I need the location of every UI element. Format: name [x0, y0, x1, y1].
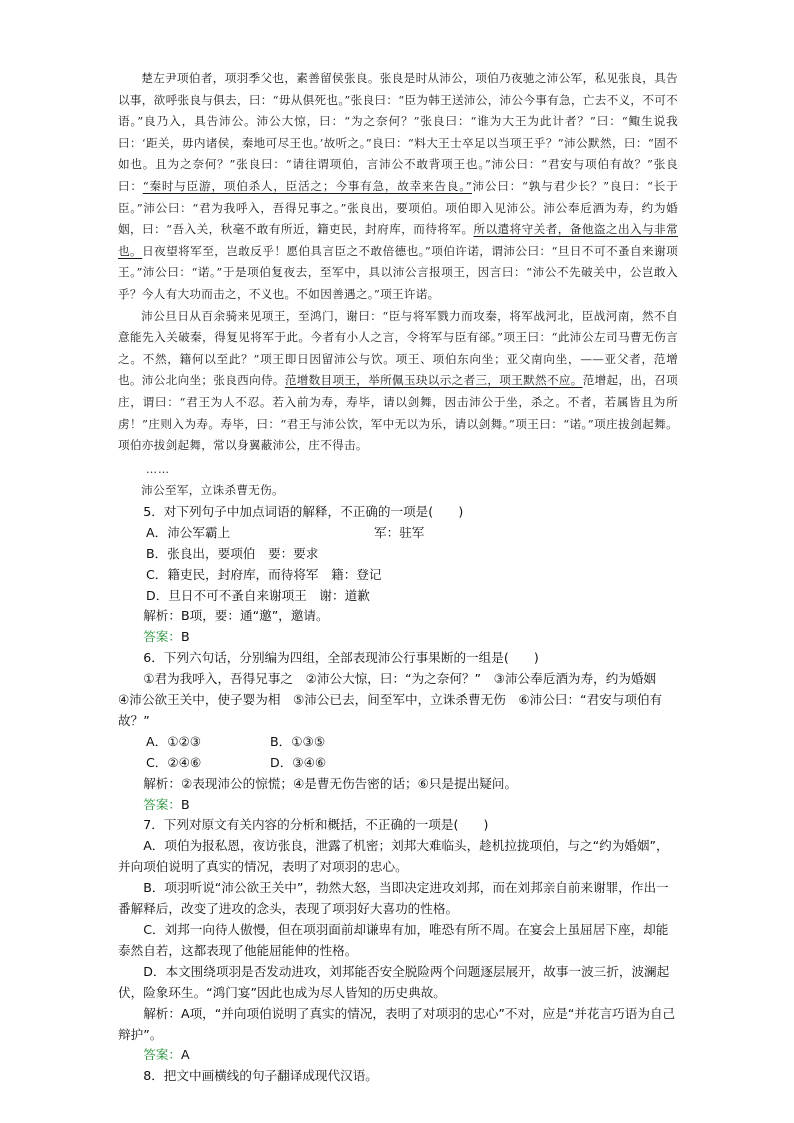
answer-value: B	[180, 629, 190, 645]
options-row-1	[118, 732, 678, 753]
option-b: B．①③⑤	[270, 733, 326, 749]
answer	[118, 627, 678, 648]
underlined-sentence-3: 范增数目项王，举所佩玉玦以示之者三，项王默然不应。	[284, 373, 583, 388]
option-text: A．沛公军霸上	[146, 524, 231, 540]
classical-passage	[118, 68, 678, 502]
option-c: C．②④⑥	[146, 754, 202, 770]
passage-text: 范增起，出，召项庄，谓曰：“君王为人不忍。若入前为寿，寿毕，请以剑舞，因击沛公于坐，杀之。不者，若属皆且为所虏！”庄则入为寿。寿毕，曰：“君王与沛公饮，军中无以为乐，请以剑舞。”项王曰：“诺。”项庄拔剑起舞。项伯亦拔剑起舞，常以身翼蔽沛公，庄不得击。	[118, 373, 678, 453]
analysis	[118, 774, 678, 795]
passage-paragraph-1	[118, 68, 678, 306]
question-stem: 8．把文中画横线的句子翻译成现代汉语。	[143, 1068, 378, 1084]
passage-text: 沛公旦日从百余骑来见项王，至鸿门，谢曰：“臣与将军戮力而攻秦，将军战河北，臣战河南，然不自意能先入关破秦，得复见将军于此。今者有小人之言，令将军与臣有郤。”项王曰：“此沛公左司马曹无伤言之。不然，籍何以至此？”项王即日因留沛公与饮。项王、项伯东向坐；亚父南向坐，——亚父者，范增也。沛公北向坐；张良西向侍。	[118, 308, 678, 388]
question-8	[118, 1066, 678, 1087]
analysis-text: B项，要：通“邀”，邀请。	[180, 608, 329, 624]
option-c: C．籍吏民，封府库，而待将军 籍：登记	[146, 566, 382, 582]
analysis-label: 解析：	[143, 775, 181, 791]
analysis	[118, 606, 678, 627]
answer-value: A	[180, 1047, 190, 1063]
answer-label: 答案：	[143, 629, 181, 645]
option-d: D．本文围绕项羽是否发动进攻，刘邦能否安全脱险两个问题逐层展开，故事一波三折，波澜起伏，险象环生。“鸿门宴”因此也成为尽人皆知的历史典故。	[118, 963, 670, 1000]
option-c: C．刘邦一向待人傲慢，但在项羽面前却谦卑有加，唯恐有所不周。在宴会上虽屈居下座，却能泰然自若，这都表现了他能屈能伸的性格。	[118, 922, 669, 958]
option-b: B．项羽听说“沛公欲王关中”，勃然大怒，当即决定进攻刘邦，而在刘邦亲自前来谢罪，作出一番解释后，改变了进攻的念头，表现了项羽好大喜功的性格。	[118, 880, 669, 917]
document-page	[118, 68, 678, 1087]
underlined-sentence-2: 所以遣将守关者，备他盗之出入与非常也。	[118, 222, 678, 258]
passage-text: 日夜望将军至，岂敢反乎！愿伯具言臣之不敢倍德也。”项伯许诺，谓沛公曰：“旦日不可不蚤自来谢项王。”沛公曰：“诺。”于是项伯复夜去，至军中，具以沛公言报项王，因言曰：“沛公不先破关中，公岂敢入乎？今人有大功而击之，不义也。不如因善遇之。”项王许诺。	[118, 243, 678, 301]
option-b: B．张良出，要项伯 要：要求	[146, 545, 319, 561]
analysis-text: ②表现沛公的惊慌；④是曹无伤告密的话；⑥只是提出疑问。	[180, 775, 518, 791]
options-row-2	[118, 753, 678, 774]
option-d: D．③④⑥	[270, 754, 327, 770]
passage-paragraph-3: 沛公至军，立诛杀曹无伤。	[141, 483, 284, 498]
option-a: A．项伯为报私恩，夜访张良，泄露了机密；刘邦大难临头，趁机拉拢项伯，与之“约为婚姻”，并向项伯说明了真实的情况，表明了对项羽的忠心。	[118, 838, 669, 875]
analysis-label: 解析：	[143, 608, 181, 624]
question-stem: 5．对下列句子中加点词语的解释，不正确的一项是( )	[143, 503, 464, 519]
analysis-text: A项，“并向项伯说明了真实的情况，表明了对项羽的忠心”不对，应是“并花言巧语为自己辩护”。	[118, 1005, 676, 1042]
option-a: A．①②③	[146, 733, 202, 749]
underlined-sentence-1: “秦时与臣游，项伯杀人，臣活之；今事有急，故幸来告良。”	[142, 178, 473, 193]
answer-label: 答案：	[143, 796, 181, 812]
question-6	[118, 648, 678, 815]
option-a	[118, 523, 678, 544]
question-stem: 6．下列六句话，分别编为四组，全部表现沛公行事果断的一组是( )	[143, 650, 539, 666]
question-7	[118, 815, 678, 1066]
question-stem: 7．下列对原文有关内容的分析和概括，不正确的一项是( )	[143, 817, 489, 833]
answer-value: B	[180, 796, 190, 812]
question-items: ①君为我呼入，吾得兄事之 ②沛公大惊，曰：“为之奈何？” ③沛公奉卮酒为寿，约为婚姻 ④沛公欲王关中，使子婴为相 ⑤沛公已去，间至军中，立诛杀曹无伤 ⑥沛公曰：“君安与项伯有故？”	[118, 671, 669, 728]
passage-paragraph-2	[118, 306, 678, 457]
option-d: D．旦日不可不蚤自来谢项王 谢：道歉	[146, 587, 370, 603]
option-gloss: 军：驻军	[374, 524, 425, 540]
answer	[118, 1045, 678, 1066]
answer	[118, 795, 678, 816]
question-5	[118, 502, 678, 648]
answer-label: 答案：	[143, 1047, 181, 1063]
ellipsis: ……	[146, 462, 170, 476]
analysis-label: 解析：	[143, 1005, 181, 1021]
passage-text: 沛公曰：“孰与君少长？”良曰：“长于臣。”沛公曰：“君为我呼入，吾得兄事之。”张良出，要项伯。项伯即入见沛公。沛公奉卮酒为寿，约为婚姻，曰：“吾入关，秋毫不敢有所近，籍吏民，封府库，而待将军。	[118, 178, 678, 237]
analysis	[118, 1004, 678, 1046]
passage-text: 楚左尹项伯者，项羽季父也，素善留侯张良。张良是时从沛公，项伯乃夜驰之沛公军，私见张良，具告以事，欲呼张良与俱去，曰：“毋从俱死也。”张良曰：“臣为韩王送沛公，沛公今事有急，亡去不义，不可不语。”良乃入，具告沛公。沛公大惊，曰：“为之奈何？”张良曰：“谁为大王为此计者？”曰：“鲰生说我曰：‘距关，毋内诸侯，秦地可尽王也。’故听之。”良曰：“料大王士卒足以当项王乎？”沛公默然，曰：“固不如也。且为之奈何？”张良曰：“请往谓项伯，言沛公不敢背项王也。”沛公曰：“君安与项伯有故？”张良曰：	[118, 71, 678, 193]
